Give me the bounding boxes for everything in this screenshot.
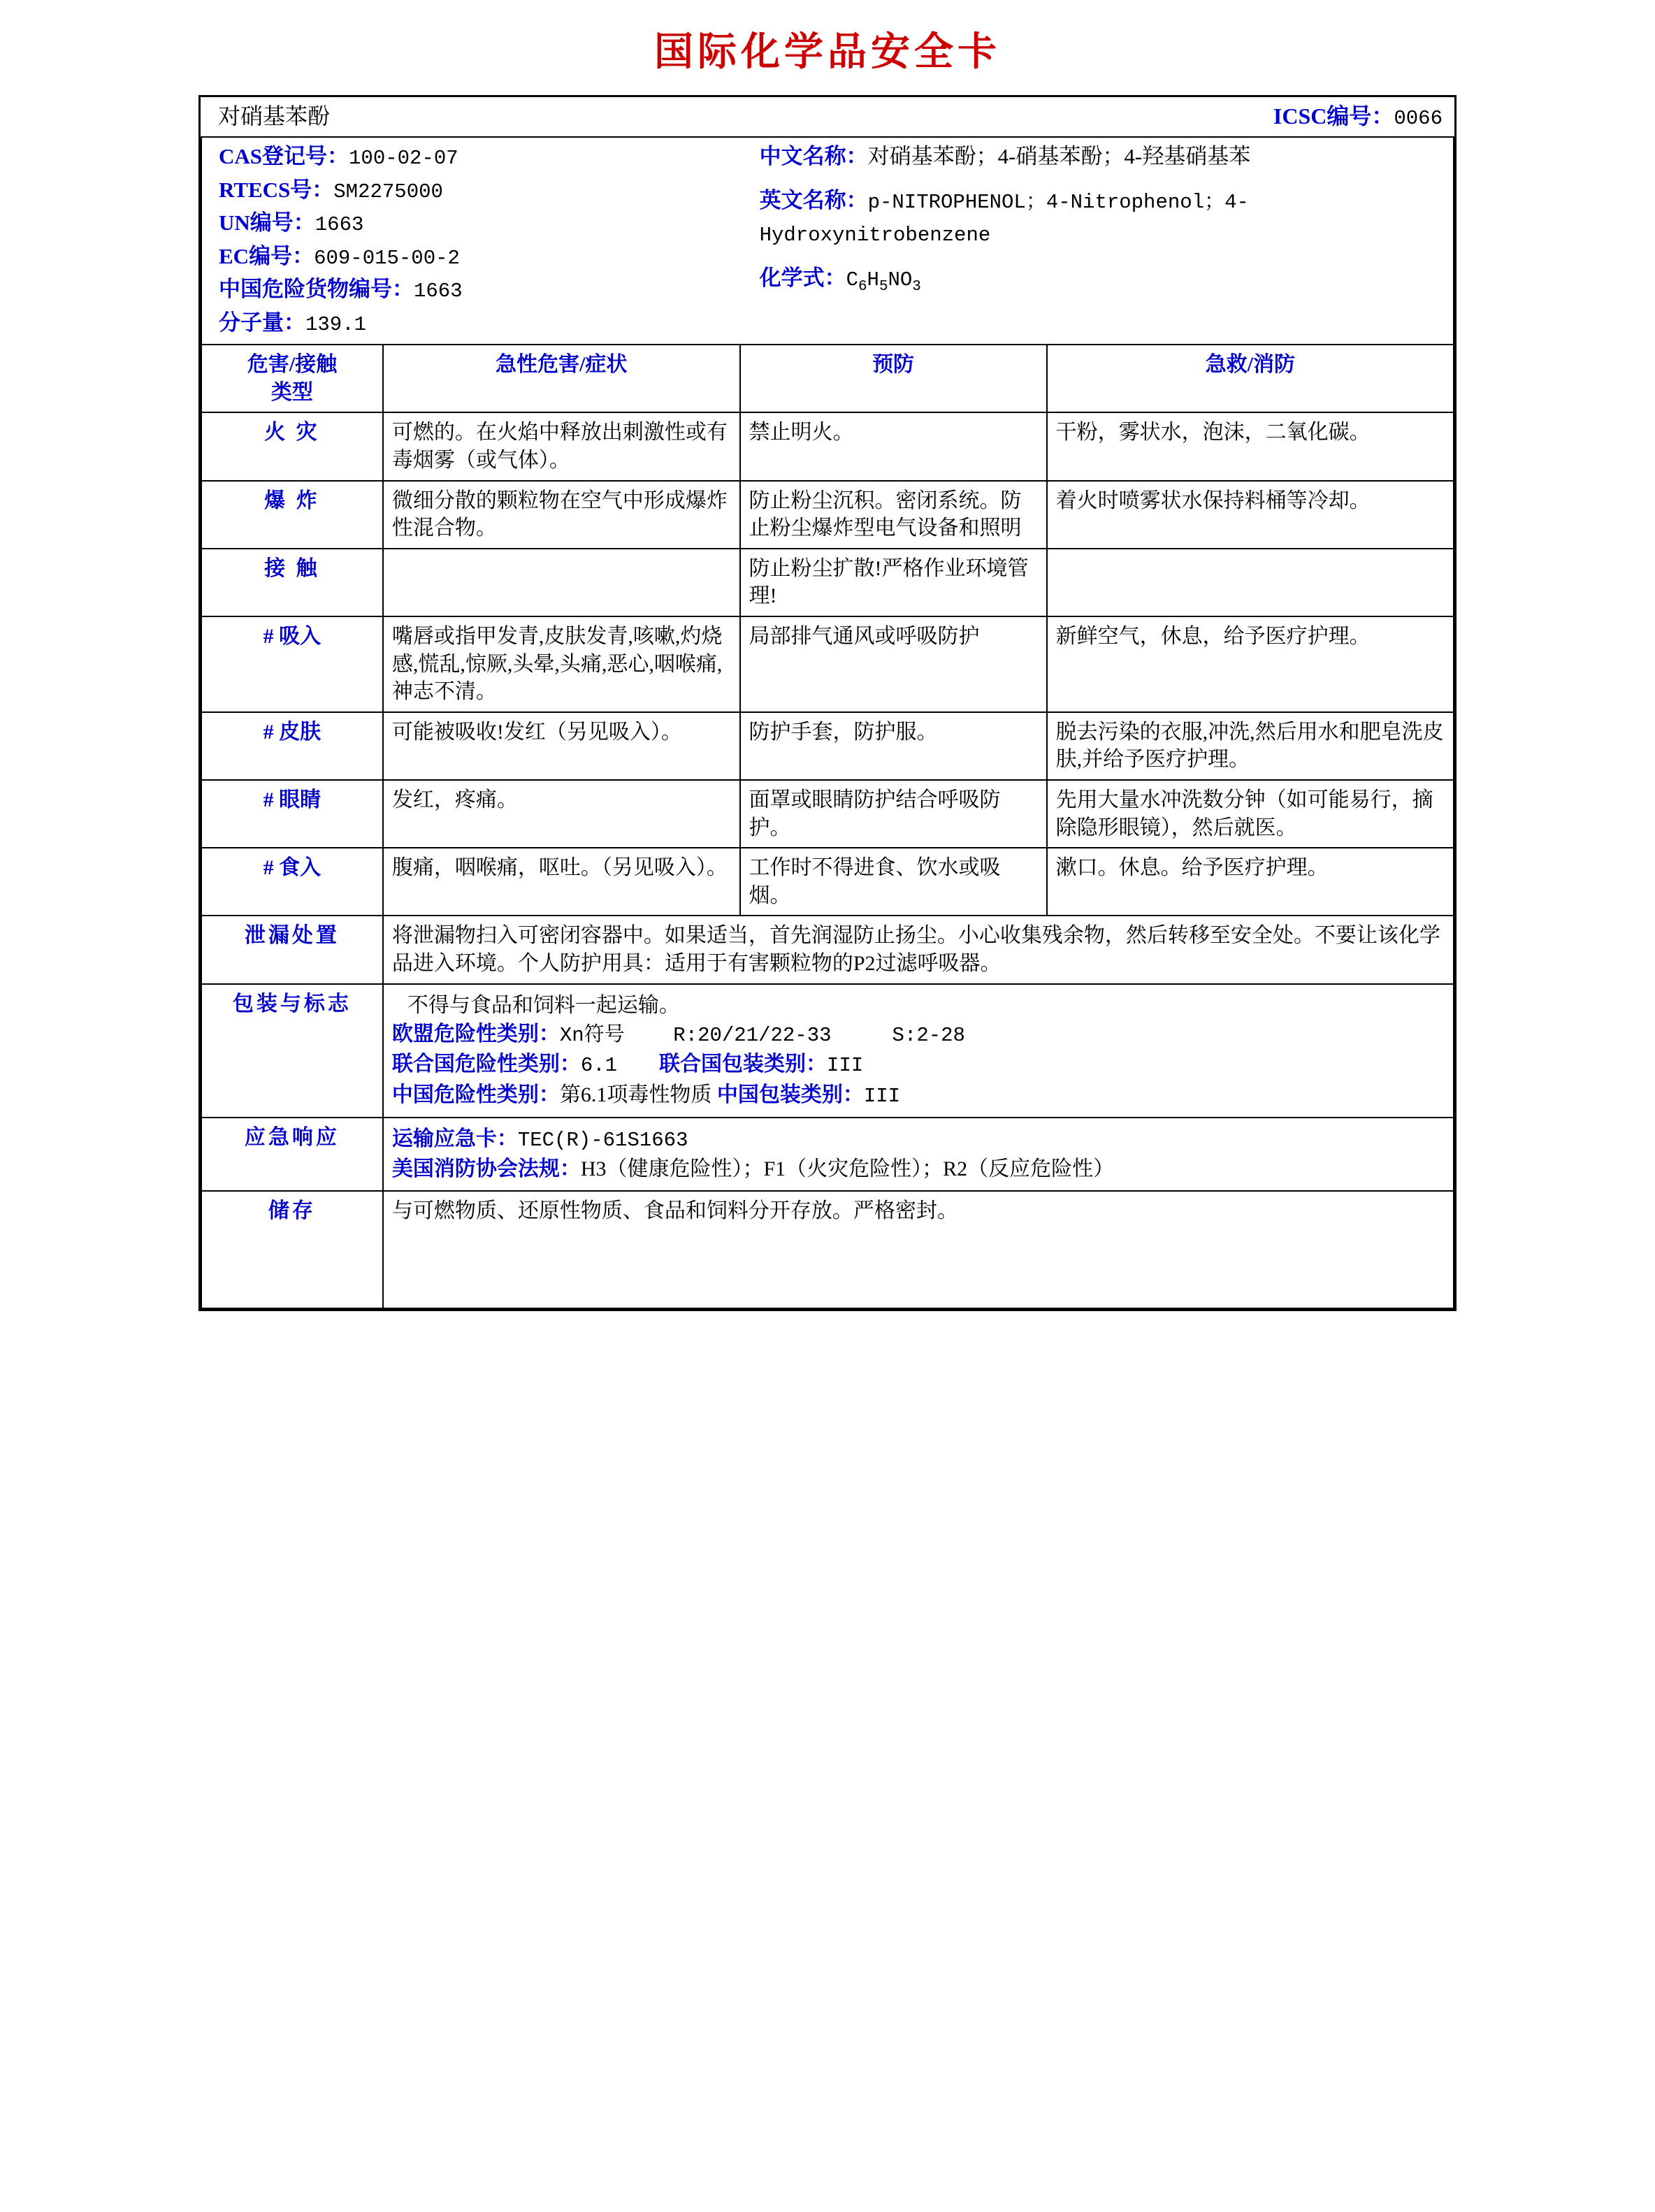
table-row-emergency xyxy=(201,1118,1454,1191)
table-row-explosion xyxy=(201,481,1454,549)
id-cn-dangerous-goods xyxy=(219,273,753,307)
ingestion-prevention: 工作时不得进食、饮水或吸烟。 xyxy=(740,848,1047,916)
un-label: UN编号： xyxy=(219,210,315,236)
icsc-number-label: ICSC编号： xyxy=(1273,103,1394,129)
mw-label: 分子量： xyxy=(219,310,305,335)
inhalation-symptoms: 嘴唇或指甲发青,皮肤发青,咳嗽,灼烧感,慌乱,惊厥,头晕,头痛,恶心,咽喉痛,神志不清。 xyxy=(383,616,740,712)
formula-value xyxy=(846,268,921,295)
nfpa-value: H3（健康危险性）；F1（火灾危险性）；R2（反应危险性） xyxy=(580,1157,1115,1181)
exposure-symptoms xyxy=(383,549,740,616)
chemical-name: 对硝基苯酚 xyxy=(218,103,331,129)
eu-s-phrases: S:2-28 xyxy=(892,1024,965,1048)
icsc-card xyxy=(198,95,1457,1311)
chinese-name-value: 对硝基苯酚；4-硝基苯酚；4-羟基硝基苯 xyxy=(867,144,1251,169)
skin-firstaid: 脱去污染的衣服,冲洗,然后用水和肥皂洗皮肤,并给予医疗护理。 xyxy=(1047,712,1454,780)
row-label-inhalation: # 吸入 xyxy=(201,616,383,712)
header-name-row xyxy=(201,97,1454,137)
table-row-skin xyxy=(201,712,1454,780)
fire-symptoms: 可燃的。在火焰中释放出刺激性或有毒烟雾（或气体）。 xyxy=(383,412,740,480)
rtecs-label: RTECS号： xyxy=(219,177,334,202)
packaging-line-transport: 不得与食品和饲料一起运输。 xyxy=(407,993,680,1017)
header-id-cell xyxy=(201,137,1454,345)
table-row-storage xyxy=(201,1191,1454,1308)
row-label-emergency: 应急响应 xyxy=(201,1118,383,1191)
row-label-packaging: 包装与标志 xyxy=(201,984,383,1118)
emergency-line-nfpa xyxy=(392,1155,1445,1183)
page-bottom-space xyxy=(0,1311,1655,1465)
formula-c-sub: 6 xyxy=(858,278,867,295)
row-label-ingestion: # 食入 xyxy=(201,848,383,916)
cn-packaging-value: III xyxy=(863,1084,901,1108)
id-un xyxy=(219,207,753,240)
table-row-inhalation xyxy=(201,616,1454,712)
un-class-label: 联合国危险性类别： xyxy=(391,1053,581,1076)
cas-label: CAS登记号： xyxy=(219,144,349,169)
emergency-line-tec xyxy=(392,1125,1445,1154)
un-value: 1663 xyxy=(315,213,364,237)
english-name-value: p-NITROPHENOL；4-Nitrophenol；4-Hydroxynitrobenzene xyxy=(759,190,1249,247)
packaging-line-eu xyxy=(392,1020,1445,1049)
icsc-number-group xyxy=(1273,101,1443,132)
eu-class-label: 欧盟危险性类别： xyxy=(391,1022,560,1046)
fire-prevention: 禁止明火。 xyxy=(740,412,1047,480)
column-header-prevention: 预防 xyxy=(740,345,1047,412)
cn-goods-label: 中国危险货物编号： xyxy=(219,277,414,302)
tec-value: TEC(R)-61S1663 xyxy=(517,1128,688,1152)
column-header-symptoms: 急性危害/症状 xyxy=(383,345,740,412)
icsc-number-value: 0066 xyxy=(1394,107,1443,130)
table-row-fire xyxy=(201,412,1454,480)
cas-value: 100-02-07 xyxy=(349,147,458,171)
rtecs-value: SM2275000 xyxy=(333,180,443,203)
row-label-fire: 火 灾 xyxy=(201,412,383,480)
row-label-exposure: 接 触 xyxy=(201,549,383,616)
un-packaging-value: III xyxy=(827,1054,864,1078)
eyes-firstaid: 先用大量水冲洗数分钟（如可能易行，摘除隐形眼镜），然后就医。 xyxy=(1047,780,1454,848)
id-column-left xyxy=(202,140,753,340)
id-cas xyxy=(219,140,753,174)
chinese-name-line xyxy=(760,140,1453,173)
un-packaging-label: 联合国包装类别： xyxy=(659,1053,827,1076)
icsc-table xyxy=(201,97,1454,1309)
formula-h: H xyxy=(867,268,879,291)
table-row-ingestion xyxy=(201,848,1454,916)
exposure-firstaid xyxy=(1047,549,1454,616)
ec-value: 609-015-00-2 xyxy=(314,246,460,270)
cn-packaging-label: 中国包装类别： xyxy=(716,1083,864,1106)
formula-h-sub: 5 xyxy=(879,278,888,295)
cn-class-label: 中国危险性类别： xyxy=(391,1083,560,1106)
formula-n: N xyxy=(888,268,900,291)
formula-c: C xyxy=(846,268,858,291)
row-label-explosion: 爆 炸 xyxy=(201,481,383,549)
column-header-hazard-type-line2: 类型 xyxy=(270,380,313,404)
document-page xyxy=(0,21,1655,1465)
explosion-prevention: 防止粉尘沉积。密闭系统。防止粉尘爆炸型电气设备和照明 xyxy=(740,481,1047,549)
skin-prevention: 防护手套，防护服。 xyxy=(740,712,1047,780)
packaging-content xyxy=(383,984,1454,1118)
emergency-content xyxy=(383,1118,1454,1191)
explosion-symptoms: 微细分散的颗粒物在空气中形成爆炸性混合物。 xyxy=(383,481,740,549)
row-label-skin: # 皮肤 xyxy=(201,712,383,780)
tec-label: 运输应急卡： xyxy=(391,1127,518,1150)
english-name-label: 英文名称： xyxy=(759,187,868,212)
cn-goods-value: 1663 xyxy=(414,280,463,303)
eu-class-value: Xn符号 xyxy=(559,1024,625,1048)
table-row-spill xyxy=(201,916,1454,983)
cn-class-value: 第6.1项毒性物质 xyxy=(559,1083,712,1106)
eyes-prevention: 面罩或眼睛防护结合呼吸防护。 xyxy=(740,780,1047,848)
id-rtecs xyxy=(219,174,753,208)
spill-text: 将泄漏物扫入可密闭容器中。如果适当，首先润湿防止扬尘。小心收集残余物，然后转移至安全处。不要让该化学品进入环境。个人防护用具：适用于有害颗粒物的P2过滤呼吸器。 xyxy=(383,916,1454,983)
page-title: 国际化学品安全卡 xyxy=(654,29,1001,75)
storage-text: 与可燃物质、还原性物质、食品和饲料分开存放。严格密封。 xyxy=(383,1191,1454,1308)
explosion-firstaid: 着火时喷雾状水保持料桶等冷却。 xyxy=(1047,481,1454,549)
formula-o: O xyxy=(899,268,913,291)
inhalation-prevention: 局部排气通风或呼吸防护 xyxy=(740,616,1047,712)
formula-line xyxy=(760,262,1453,298)
table-row-packaging xyxy=(201,984,1454,1118)
column-header-hazard-type xyxy=(201,345,383,412)
id-column-right xyxy=(753,140,1453,340)
column-header-hazard-type-line1: 危害/接触 xyxy=(247,353,338,377)
header-name-cell xyxy=(201,97,1454,137)
table-row-exposure xyxy=(201,549,1454,616)
inhalation-firstaid: 新鲜空气，休息，给予医疗护理。 xyxy=(1047,616,1454,712)
table-row-eyes xyxy=(201,780,1454,848)
mw-value: 139.1 xyxy=(305,312,367,336)
id-ec xyxy=(219,240,753,274)
formula-label: 化学式： xyxy=(759,265,846,290)
skin-symptoms: 可能被吸收!发红（另见吸入）。 xyxy=(383,712,740,780)
fire-firstaid: 干粉，雾状水，泡沫，二氧化碳。 xyxy=(1047,412,1454,480)
table-header-row xyxy=(201,345,1454,412)
formula-o-sub: 3 xyxy=(912,278,921,295)
chinese-name-label: 中文名称： xyxy=(759,144,868,169)
row-label-eyes: # 眼睛 xyxy=(201,780,383,848)
english-name-line xyxy=(760,185,1453,251)
ingestion-symptoms: 腹痛，咽喉痛，呕吐。（另见吸入）。 xyxy=(383,848,740,916)
row-label-storage: 储存 xyxy=(201,1191,383,1308)
nfpa-label: 美国消防协会法规： xyxy=(391,1157,581,1181)
eu-r-phrases: R:20/21/22-33 xyxy=(673,1024,832,1048)
un-class-value: 6.1 xyxy=(580,1054,618,1078)
packaging-line-un xyxy=(392,1050,1445,1079)
ec-label: EC编号： xyxy=(219,243,315,268)
eyes-symptoms: 发红，疼痛。 xyxy=(383,780,740,848)
id-molecular-weight xyxy=(219,307,753,340)
header-id-row xyxy=(201,137,1454,345)
row-label-spill: 泄漏处置 xyxy=(201,916,383,983)
ingestion-firstaid: 漱口。休息。给予医疗护理。 xyxy=(1047,848,1454,916)
column-header-firstaid: 急救/消防 xyxy=(1047,345,1454,412)
exposure-prevention: 防止粉尘扩散!严格作业环境管理! xyxy=(740,549,1047,616)
packaging-line-cn xyxy=(392,1081,1445,1110)
